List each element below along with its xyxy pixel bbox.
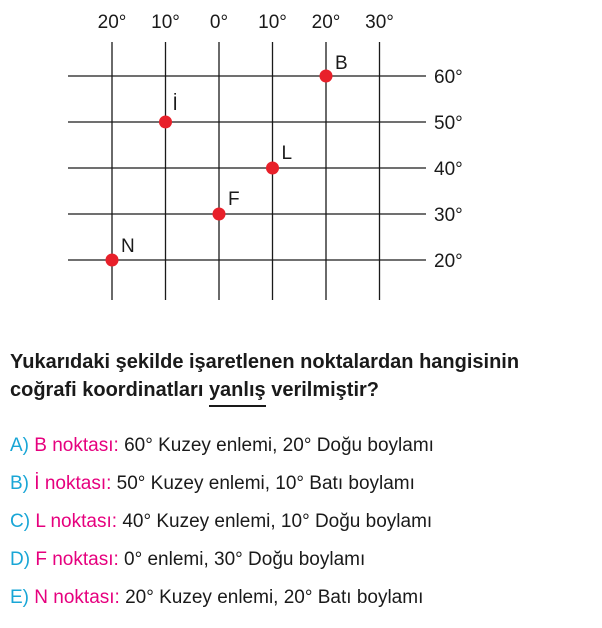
option-e[interactable] [10, 584, 434, 622]
underlined-word: yanlış [209, 376, 266, 404]
point-l-dot [266, 162, 279, 175]
option-letter: C) [10, 511, 31, 532]
option-text: 0° enlemi, 30° Doğu boylamı [124, 549, 366, 570]
longitude-label: 30° [365, 12, 394, 33]
longitude-label: 0° [209, 12, 229, 33]
option-d[interactable] [10, 546, 434, 584]
option-point: N noktası: [34, 587, 120, 608]
option-letter: E) [10, 587, 29, 608]
question-text [10, 348, 600, 404]
point-label: L [281, 143, 293, 164]
latitude-label: 60° [434, 67, 463, 88]
option-text: 40° Kuzey enlemi, 10° Doğu boylamı [122, 511, 433, 532]
question-line-1: Yukarıdaki şekilde işaretlenen noktalardan hangisinin [10, 351, 520, 373]
longitude-labels [98, 12, 394, 33]
points [106, 53, 348, 267]
option-point: F noktası: [35, 549, 119, 570]
option-point: L noktası: [35, 511, 118, 532]
latitude-label: 20° [434, 251, 463, 272]
option-text: 20° Kuzey enlemi, 20° Batı boylamı [125, 587, 424, 608]
option-text: 50° Kuzey enlemi, 10° Batı boylamı [116, 473, 415, 494]
answer-options [10, 432, 434, 622]
point-label: N [121, 236, 135, 257]
longitude-label: 10° [258, 12, 287, 33]
latitude-labels [434, 67, 463, 272]
option-text: 60° Kuzey enlemi, 20° Doğu boylamı [124, 435, 434, 456]
point-label: İ [172, 94, 178, 115]
latitude-label: 50° [434, 113, 463, 134]
option-letter: A) [10, 435, 29, 456]
latitude-label: 40° [434, 159, 463, 180]
option-point: İ noktası: [34, 473, 112, 494]
point-n-dot [106, 254, 119, 267]
longitude-label: 20° [311, 12, 341, 33]
point-b-dot [320, 70, 333, 83]
longitude-label: 10° [151, 12, 180, 33]
option-a[interactable] [10, 432, 434, 470]
option-b[interactable] [10, 470, 434, 508]
question-line-2-start: coğrafi koordinatları [10, 379, 209, 401]
latitude-label: 30° [434, 205, 463, 226]
question-line-2-end: verilmiştir? [265, 379, 380, 401]
point-label: B [335, 53, 348, 74]
point-i̇-dot [159, 116, 172, 129]
option-point: B noktası: [34, 435, 119, 456]
option-letter: B) [10, 473, 29, 494]
point-label: F [228, 189, 240, 210]
longitude-label: 20° [97, 12, 127, 33]
grid-lines [68, 42, 426, 300]
option-c[interactable] [10, 508, 434, 546]
option-letter: D) [10, 549, 31, 570]
point-f-dot [213, 208, 226, 221]
